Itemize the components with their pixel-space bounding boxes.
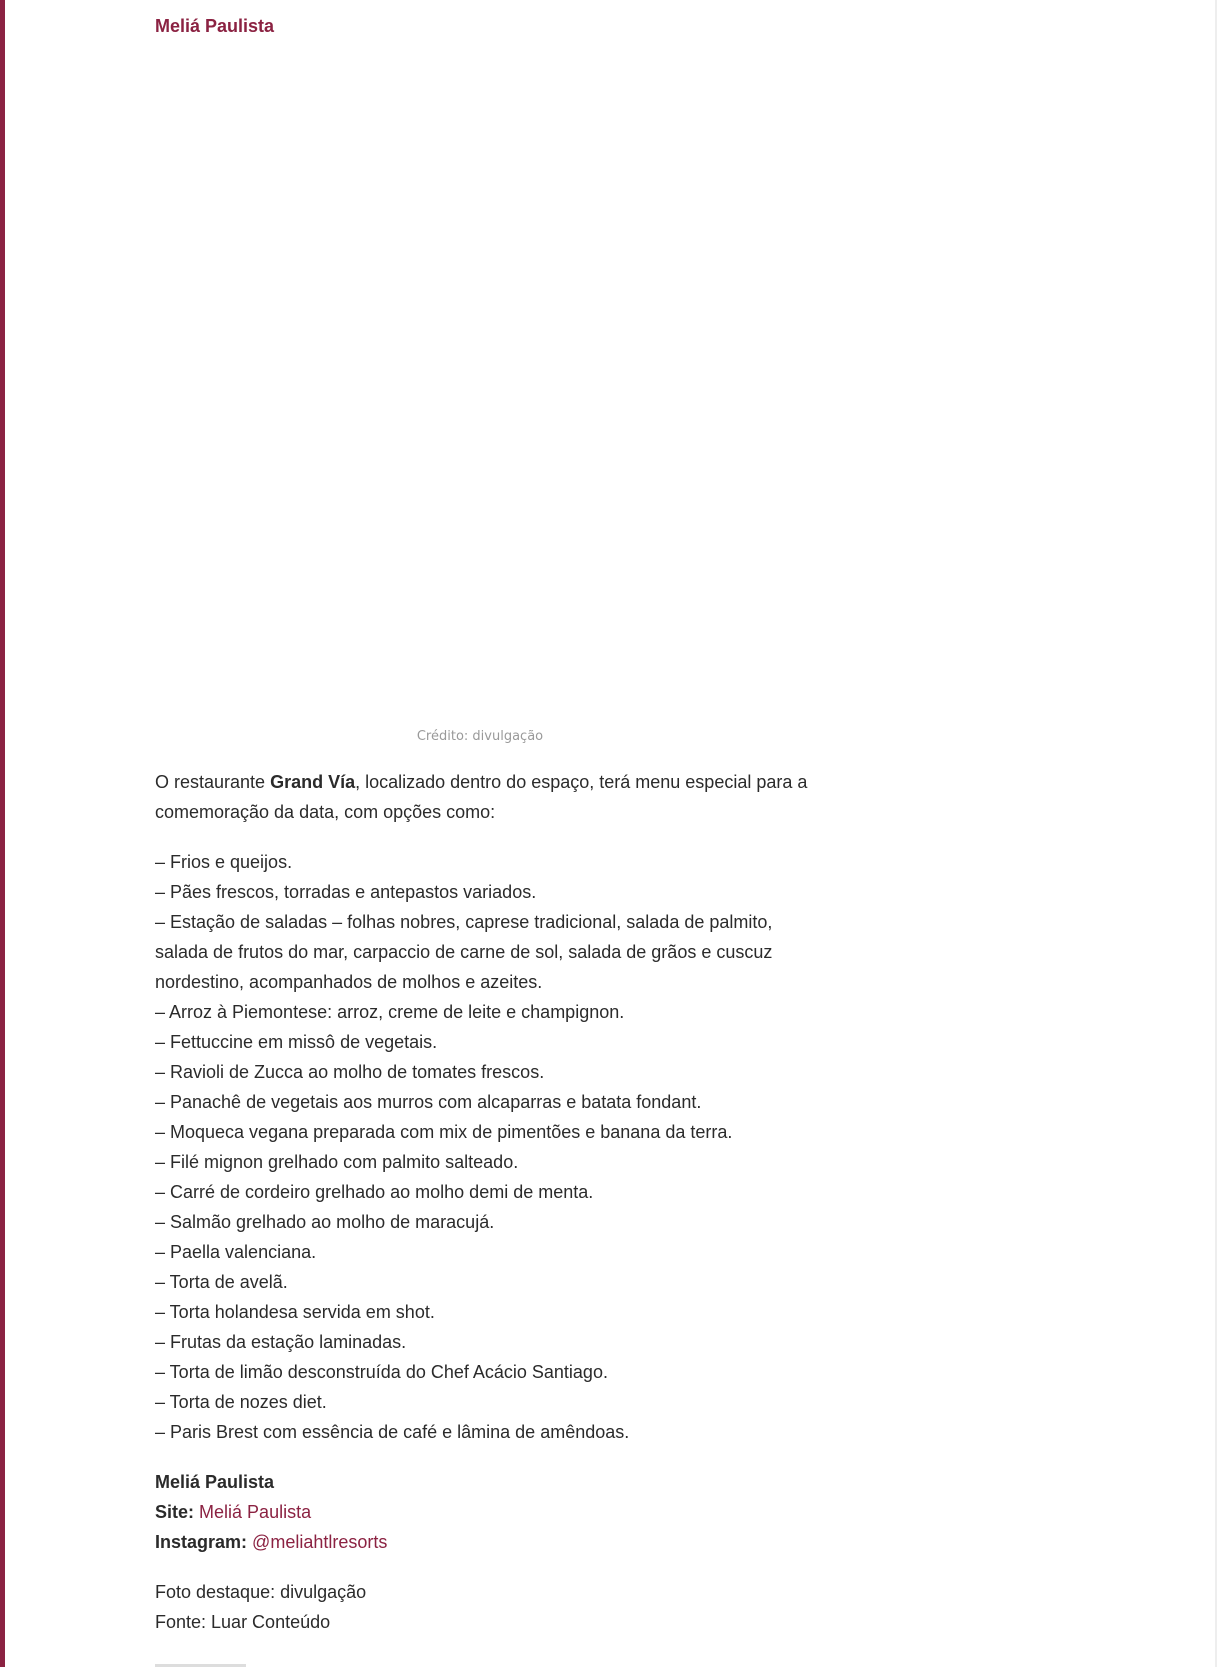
left-accent-bar <box>0 0 5 1667</box>
menu-item: – Paris Brest com essência de café e lâmina de amêndoas. <box>155 1422 630 1442</box>
source-credit: Fonte: Luar Conteúdo <box>155 1612 331 1632</box>
menu-item: – Ravioli de Zucca ao molho de tomates frescos. <box>155 1062 545 1082</box>
menu-item: – Frutas da estação laminadas. <box>155 1332 407 1352</box>
menu-list <box>155 847 815 1447</box>
site-line <box>155 1497 815 1527</box>
instagram-label: Instagram: <box>155 1532 248 1552</box>
menu-item: – Pães frescos, torradas e antepastos variados. <box>155 882 537 902</box>
instagram-link[interactable]: @meliahtlresorts <box>252 1532 388 1552</box>
restaurant-name: Grand Vía <box>270 772 356 792</box>
menu-item: – Torta de avelã. <box>155 1272 288 1292</box>
site-label: Site: <box>155 1502 195 1522</box>
menu-item: – Fettuccine em missô de vegetais. <box>155 1032 438 1052</box>
hotel-title-link[interactable]: Meliá Paulista <box>155 16 275 36</box>
hotel-name: Meliá Paulista <box>155 1472 275 1492</box>
menu-item: – Filé mignon grelhado com palmito salteado. <box>155 1152 519 1172</box>
instagram-line <box>155 1527 815 1557</box>
menu-item: – Panachê de vegetais aos murros com alcaparras e batata fondant. <box>155 1092 702 1112</box>
menu-item: – Estação de saladas – folhas nobres, caprese tradicional, salada de palmito, salada de frutos do mar, carpaccio de carne de sol, salada de grãos e cuscuz nordestino, acompanhados de molhos e azeites. <box>155 912 773 992</box>
intro-suffix: , localizado dentro do espaço, terá menu especial para a comemoração da data, com opções como: <box>155 772 808 822</box>
intro-prefix: O restaurante <box>155 772 271 792</box>
intro-paragraph <box>155 767 815 827</box>
site-link[interactable]: Meliá Paulista <box>199 1502 312 1522</box>
menu-item: – Torta de nozes diet. <box>155 1392 327 1412</box>
contact-info <box>155 1467 815 1557</box>
image-caption: Crédito: divulgação <box>416 729 544 744</box>
credits <box>155 1577 815 1637</box>
menu-item: – Torta de limão desconstruída do Chef Acácio Santiago. <box>155 1362 608 1382</box>
menu-item: – Carré de cordeiro grelhado ao molho demi de menta. <box>155 1182 594 1202</box>
menu-item: – Paella valenciana. <box>155 1242 317 1262</box>
photo-credit: Foto destaque: divulgação <box>155 1582 367 1602</box>
menu-item: – Arroz à Piemontese: arroz, creme de leite e champignon. <box>155 1002 625 1022</box>
menu-item: – Salmão grelhado ao molho de maracujá. <box>155 1212 495 1232</box>
menu-item: – Frios e queijos. <box>155 852 293 872</box>
menu-item: – Torta holandesa servida em shot. <box>155 1302 435 1322</box>
menu-item: – Moqueca vegana preparada com mix de pimentões e banana da terra. <box>155 1122 733 1142</box>
featured-image <box>155 50 805 710</box>
